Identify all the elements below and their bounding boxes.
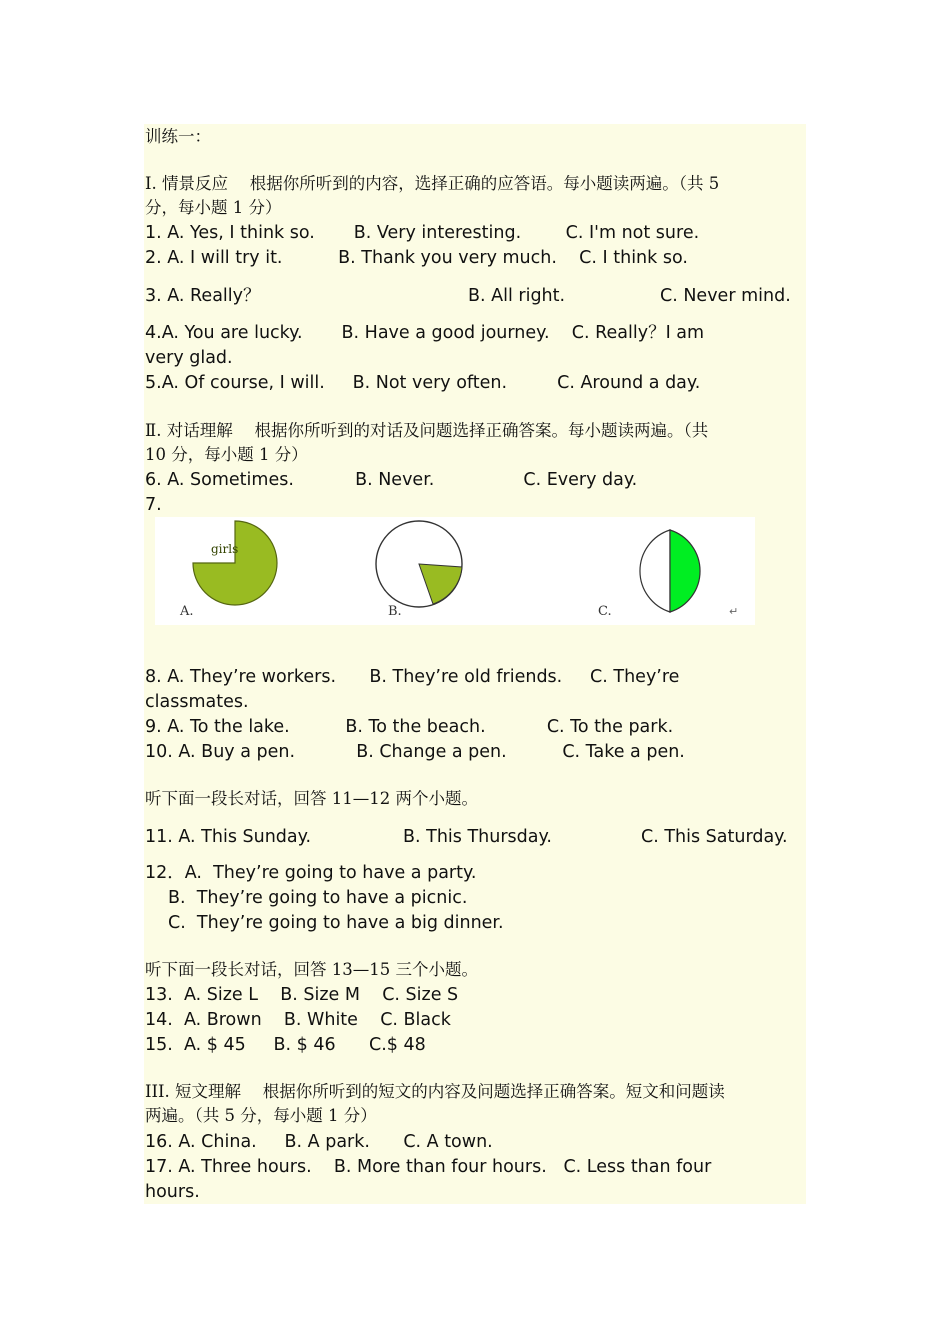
question-12-option-a: 12．A. They’re going to have a party.	[145, 863, 477, 883]
section1-heading-cont: 分，每小题 1 分）	[145, 198, 282, 217]
pie-a-slice	[193, 521, 277, 605]
question-12-option-b: B. They’re going to have a picnic.	[168, 888, 468, 908]
question-8-cont: classmates.	[145, 692, 249, 712]
question-4: 4.A. You are lucky. B. Have a good journey. C. Really？I am	[145, 323, 705, 343]
question-12-option-c: C. They’re going to have a big dinner.	[168, 913, 504, 933]
pie-c-white-half	[640, 530, 670, 612]
question-13: 13. A. Size L B. Size M C. Size S	[145, 985, 459, 1005]
question-14: 14. A. Brown B. White C. Black	[145, 1010, 451, 1030]
pie-a-label: girls	[211, 542, 239, 556]
long-dialogue-1-intro: 听下面一段长对话，回答 11—12 两个小题。	[145, 789, 478, 808]
question-11-option-b: B. This Thursday.	[403, 827, 552, 847]
question-8: 8. A. They’re workers. B. They’re old friends. C. They’re	[145, 667, 680, 687]
question-7-figure	[155, 517, 755, 625]
section1-heading: Ⅰ. 情景反应 根据你所听到的内容，选择正确的应答语。每小题读两遍。（共 5	[145, 174, 720, 193]
question-11-option-c: C. This Saturday.	[641, 827, 788, 847]
question-5: 5.A. Of course, I will. B. Not very often. C. Around a day.	[145, 373, 701, 393]
pie-options-svg	[155, 517, 755, 625]
question-17: 17. A. Three hours. B. More than four hours. C. Less than four	[145, 1157, 712, 1177]
question-1: 1. A. Yes, I think so. B. Very interesting. C. I'm not sure.	[145, 223, 700, 243]
question-17-cont: hours.	[145, 1182, 200, 1202]
option-c-label: C.	[598, 604, 612, 619]
question-3-option-c: C. Never mind.	[660, 286, 791, 306]
question-9: 9. A. To the lake. B. To the beach. C. To the park.	[145, 717, 674, 737]
question-3-option-a: 3. A. Really？	[145, 286, 261, 306]
question-16: 16. A. China. B. A park. C. A town.	[145, 1132, 493, 1152]
question-3-option-b: B. All right.	[468, 286, 566, 306]
section3-heading: III. 短文理解 根据你所听到的短文的内容及问题选择正确答案。短文和问题读	[145, 1082, 725, 1101]
option-b-label: B.	[388, 604, 402, 619]
question-7: 7.	[145, 495, 162, 515]
paragraph-mark: ↵	[729, 605, 739, 618]
section2-heading: Ⅱ. 对话理解 根据你所听到的对话及问题选择正确答案。每小题读两遍。（共	[145, 421, 709, 440]
pie-c-green-half	[670, 530, 700, 612]
long-dialogue-2-intro: 听下面一段长对话，回答 13—15 三个小题。	[145, 960, 478, 979]
option-a-label: A.	[180, 604, 194, 619]
question-10: 10. A. Buy a pen. B. Change a pen. C. Take a pen.	[145, 742, 685, 762]
question-4-cont: very glad.	[145, 348, 233, 368]
section3-heading-cont: 两遍。（共 5 分，每小题 1 分）	[145, 1106, 377, 1125]
question-15: 15. A. $ 45 B. $ 46 C.$ 48	[145, 1035, 426, 1055]
page-title: 训练一：	[145, 127, 211, 146]
question-2: 2. A. I will try it. B. Thank you very much. C. I think so.	[145, 248, 688, 268]
question-6: 6. A. Sometimes. B. Never. C. Every day.	[145, 470, 638, 490]
question-11-option-a: 11. A. This Sunday.	[145, 827, 312, 847]
section2-heading-cont: 10 分，每小题 1 分）	[145, 445, 308, 464]
